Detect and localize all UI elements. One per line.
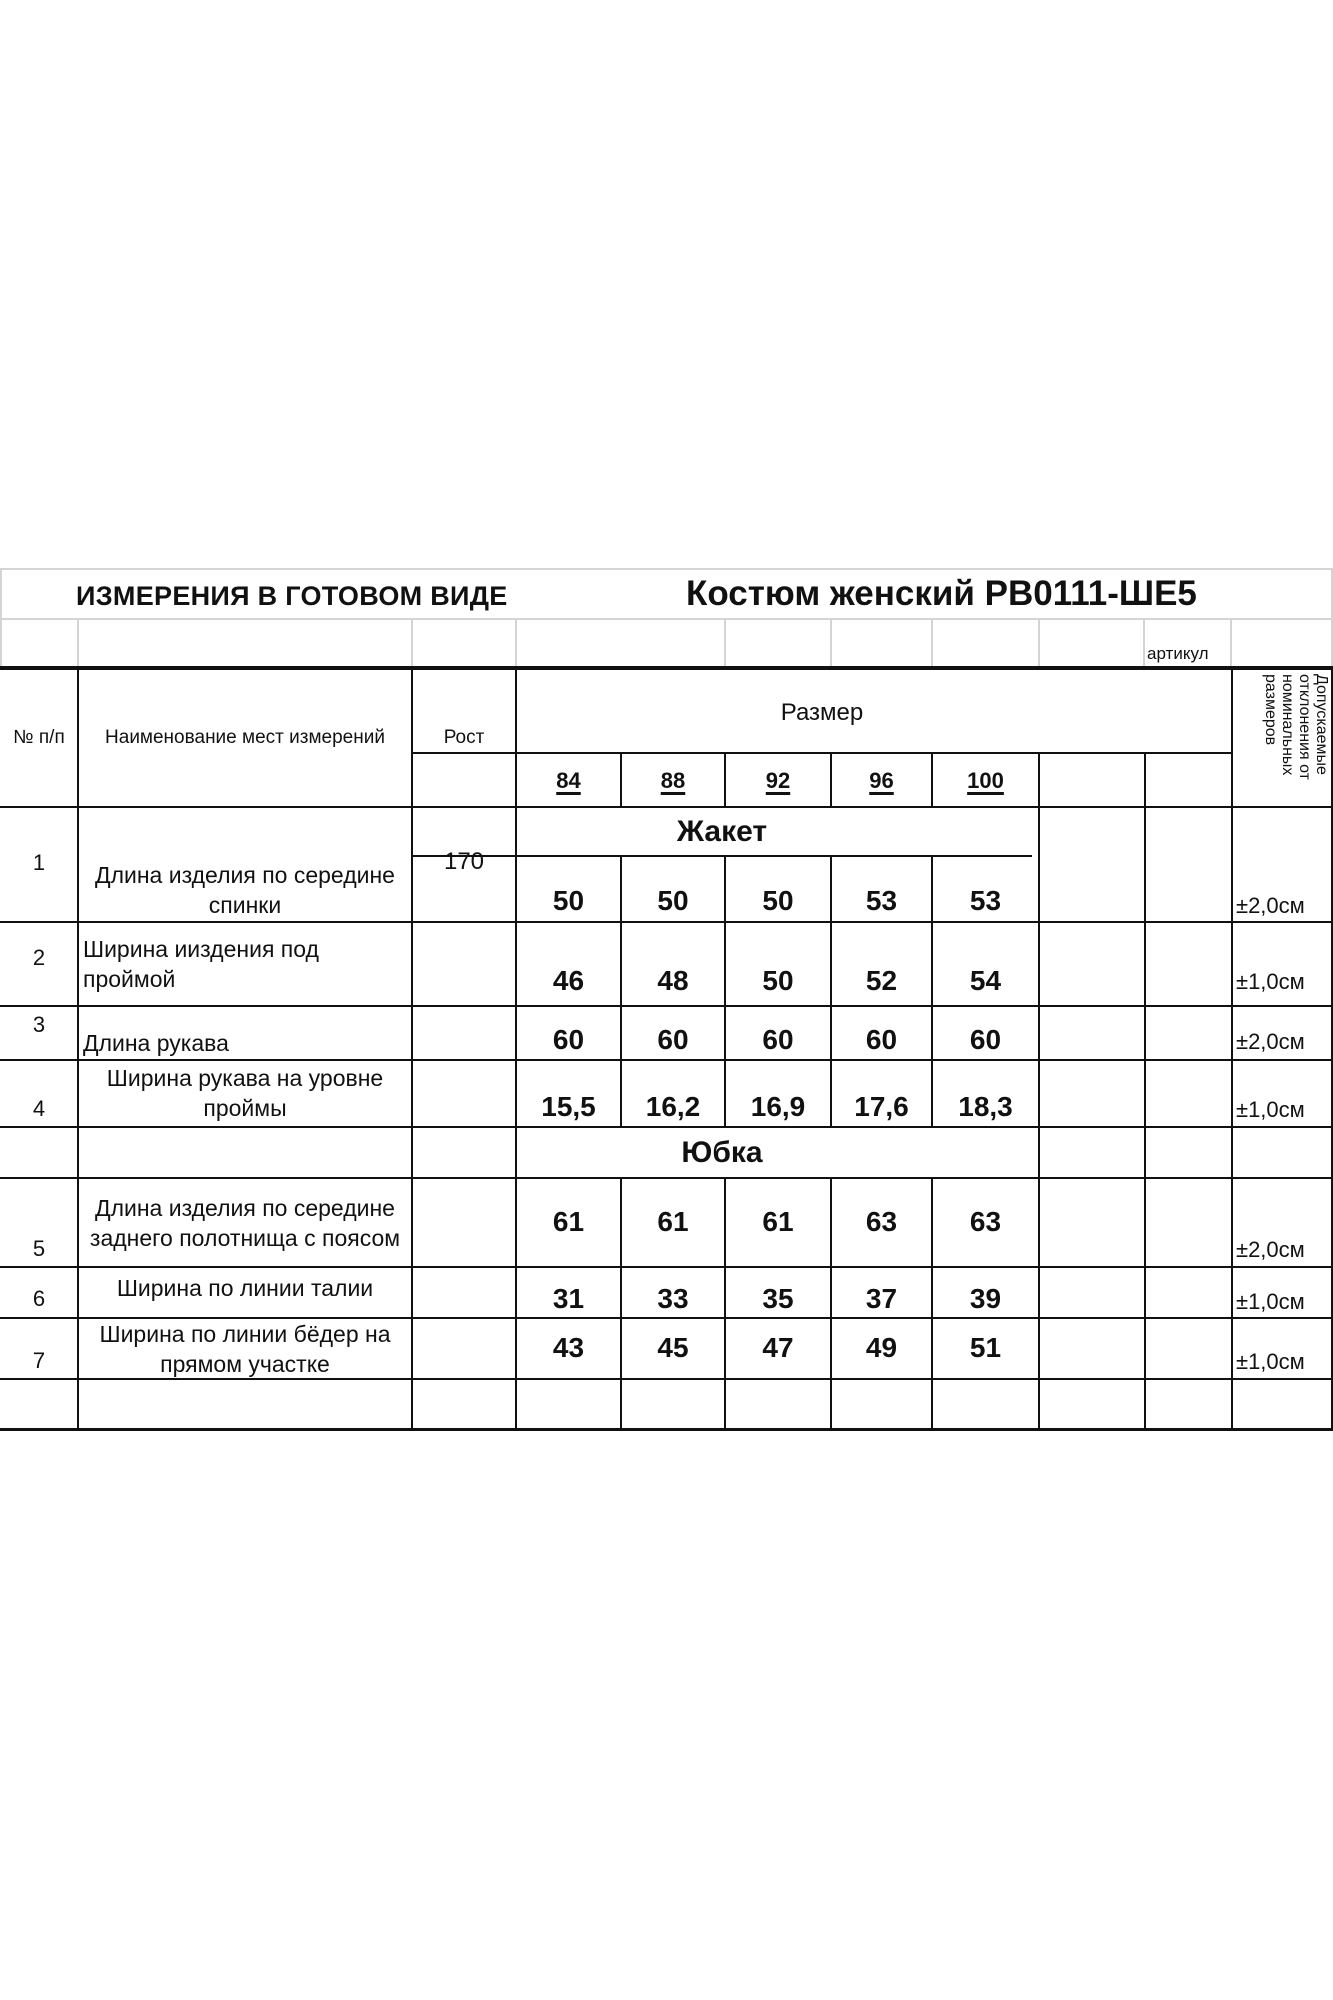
value-cell: 35 — [762, 1283, 794, 1314]
grid-line — [1144, 753, 1146, 1430]
value-cell: 61 — [657, 1206, 689, 1237]
size-92: 92 — [765, 767, 791, 793]
value-cell: 52 — [865, 965, 898, 996]
value-cell: 43 — [552, 1332, 585, 1363]
value-cell: 53 — [969, 885, 1002, 916]
value-cell: 51 — [969, 1332, 1002, 1363]
page-title: ИЗМЕРЕНИЯ В ГОТОВОМ ВИДЕ — [76, 580, 508, 611]
header-name: Наименование мест измерений — [105, 727, 385, 748]
height-value: 170 — [443, 848, 485, 875]
row-number: 7 — [32, 1348, 46, 1373]
value-cell: 61 — [762, 1206, 794, 1237]
size-96: 96 — [869, 767, 894, 793]
grid-line — [1231, 668, 1233, 1430]
product-title: Костюм женский PB0111-ШЕ5 — [686, 574, 1197, 613]
row-name: Длина изделия по середине заднего полотнища с поясом — [89, 1194, 401, 1251]
value-cell: 49 — [865, 1332, 898, 1363]
header-size-group: Размер — [780, 699, 864, 726]
grid-line — [515, 619, 517, 669]
value-cell: 39 — [969, 1283, 1002, 1314]
row-name: Ширина по линии талии — [116, 1275, 374, 1301]
value-cell: 50 — [762, 965, 794, 996]
size-84: 84 — [556, 767, 581, 793]
grid-line — [724, 619, 726, 669]
value-cell: 53 — [865, 885, 898, 916]
tolerance-cell: ±1,0см — [1236, 1349, 1305, 1374]
grid-line — [411, 619, 413, 669]
value-cell: 16,2 — [645, 1091, 701, 1122]
size-100: 100 — [967, 767, 1004, 793]
grid-line — [1038, 619, 1040, 669]
value-cell: 60 — [969, 1024, 1002, 1055]
row-name: Ширина ииздения под проймой — [83, 936, 319, 992]
row-name: Длина изделия по середине спинки — [95, 862, 395, 918]
value-cell: 60 — [657, 1024, 689, 1055]
value-cell: 50 — [657, 885, 689, 916]
value-cell: 18,3 — [958, 1091, 1013, 1122]
article-label: артикул — [1147, 644, 1209, 663]
value-cell: 63 — [969, 1206, 1002, 1237]
value-cell: 31 — [552, 1283, 585, 1314]
grid-line — [0, 568, 2, 668]
section-title-jacket: Жакет — [676, 815, 768, 848]
value-cell: 45 — [657, 1332, 689, 1363]
value-cell: 50 — [552, 885, 585, 916]
value-cell: 15,5 — [541, 1091, 596, 1122]
value-cell: 60 — [762, 1024, 794, 1055]
value-cell: 17,6 — [854, 1091, 909, 1122]
tolerance-cell: ±2,0см — [1236, 1029, 1305, 1054]
header-height: Рост — [443, 727, 485, 748]
value-cell: 16,9 — [750, 1091, 806, 1122]
value-cell: 46 — [552, 965, 585, 996]
grid-line — [77, 619, 79, 669]
tolerance-cell: ±1,0см — [1236, 1097, 1305, 1122]
tolerance-cell: ±1,0см — [1236, 1289, 1305, 1314]
size-88: 88 — [660, 767, 686, 793]
value-cell: 50 — [762, 885, 794, 916]
grid-line — [830, 619, 832, 669]
row-number: 3 — [32, 1012, 46, 1037]
header-number: № п/п — [13, 727, 65, 748]
value-cell: 60 — [865, 1024, 898, 1055]
section-title-skirt: Юбка — [681, 1136, 763, 1169]
tolerance-cell: ±1,0см — [1236, 969, 1305, 994]
grid-line — [1038, 808, 1040, 856]
value-cell: 48 — [657, 965, 689, 996]
grid-line — [1143, 619, 1145, 669]
row-number: 1 — [32, 850, 46, 875]
tolerance-cell: ±2,0см — [1236, 1237, 1305, 1262]
row-name: Длина рукава — [83, 1030, 229, 1056]
row-number: 2 — [32, 945, 46, 970]
row-name: Ширина по линии бёдер на прямом участке — [99, 1320, 391, 1377]
value-cell: 63 — [865, 1206, 898, 1237]
value-cell: 37 — [865, 1283, 898, 1314]
row-number: 4 — [32, 1096, 46, 1121]
value-cell: 33 — [657, 1283, 689, 1314]
value-cell: 60 — [552, 1024, 585, 1055]
grid-line — [0, 618, 1333, 620]
value-cell: 61 — [552, 1206, 585, 1237]
row-number: 6 — [32, 1286, 46, 1311]
tolerance-cell: ±2,0см — [1236, 893, 1305, 918]
header-tolerance: Допускаемые отклонения от номинальных размеров — [1262, 674, 1330, 780]
value-cell: 54 — [969, 965, 1002, 996]
value-cell: 47 — [762, 1332, 794, 1363]
grid-line — [0, 1428, 1333, 1431]
row-number: 5 — [32, 1236, 46, 1261]
grid-line — [931, 619, 933, 669]
row-name: Ширина рукава на уровне проймы — [106, 1065, 384, 1121]
